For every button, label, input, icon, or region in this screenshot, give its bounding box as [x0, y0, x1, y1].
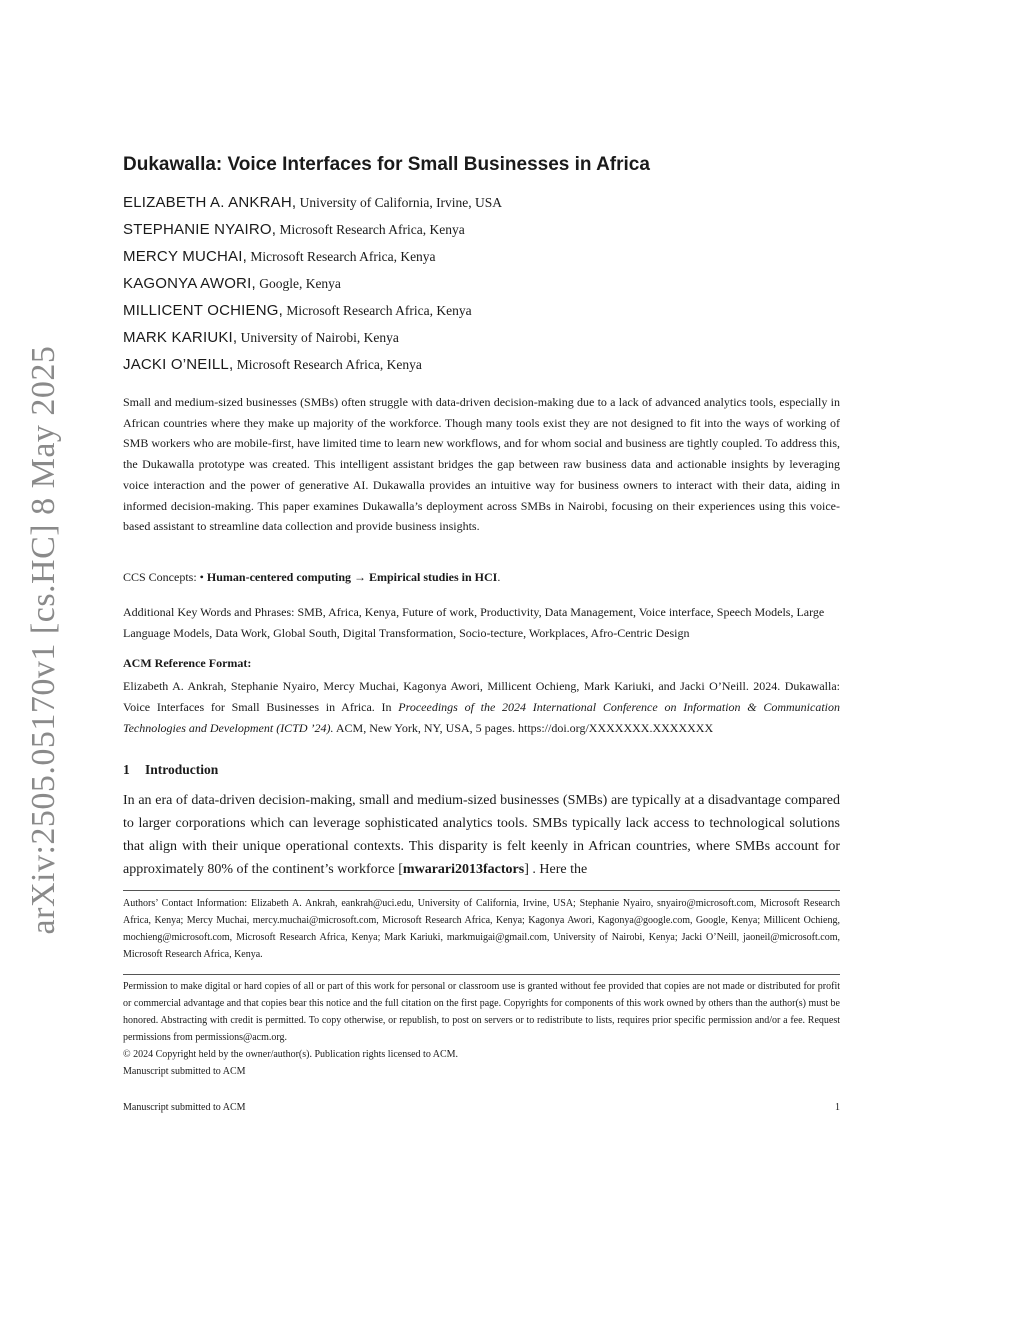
author-affiliation: Microsoft Research Africa, Kenya [279, 222, 465, 237]
reference-doi: ACM, New York, NY, USA, 5 pages. https://doi.org/XXXXXXX.XXXXXXX [333, 721, 714, 735]
author-item [123, 355, 840, 382]
author-list [123, 193, 840, 382]
author-affiliation: Microsoft Research Africa, Kenya [250, 249, 436, 264]
abstract: Small and medium-sized businesses (SMBs) often struggle with data-driven decision-making due to a lack of advanced analytics tools, especially in African countries where they make up majority of the workforce. Though many tools exist they are not designed to fit into the ways of working of SMB workers who are mobile-first, have limited time to learn new workflows, and for whom social and business are tightly coupled. To address this, the Dukawalla prototype was created. This intelligent assistant bridges the gap between raw business data and actionable insights by leveraging voice interaction and the power of generative AI. Dukawalla provides an intuitive way for business owners to interact with their data, aiding in informed decision-making. This paper examines Dukawalla’s deployment across SMBs in Nairobi, focusing on their experiences using this voice-based assistant to streamline data collection and provide business insights. [123, 395, 840, 534]
intro-paragraph [123, 789, 840, 881]
author-name: KAGONYA AWORI, [123, 275, 256, 292]
author-item [123, 220, 840, 247]
permission-divider [123, 974, 840, 975]
ccs-concept: Human-centered computing → Empirical studies in HCI [206, 570, 498, 584]
ccs-end: . [497, 570, 501, 584]
author-name: STEPHANIE NYAIRO, [123, 221, 277, 238]
footnote-divider [123, 890, 840, 891]
arxiv-identifier-stamp [14, 345, 74, 935]
section-number: 1 [123, 762, 130, 777]
author-name: MERCY MUCHAI, [123, 248, 247, 265]
ccs-concepts [123, 570, 840, 585]
reference-heading: ACM Reference Format: [123, 656, 252, 670]
author-name: JACKI O’NEILL, [123, 356, 234, 373]
author-item [123, 301, 840, 328]
author-affiliation: Microsoft Research Africa, Kenya [236, 357, 422, 372]
reference-format [123, 676, 840, 739]
reference-venue: Proceedings of the 2024 International Conference on Information & Communication Technologies and Development (ICTD ’24). [123, 700, 840, 735]
citation-key: mwarari2013factors [402, 862, 525, 877]
author-affiliation: Google, Kenya [259, 276, 341, 291]
permission-text: Permission to make digital or hard copies of all or part of this work for personal or classroom use is granted without fee provided that copies are not made or distributed for profit or commercial advantage and that copies bear this notice and the full citation on the first page. Copyrights for components of this work owned by others than the author(s) must be honored. Abstracting with credit is permitted. To copy otherwise, or republish, to post on servers or to redistribute to lists, requires prior specific permission and/or a fee. Request permissions from permissions@acm.org. [123, 981, 840, 1043]
copyright-line: © 2024 Copyright held by the owner/author(s). Publication rights licensed to ACM. [123, 1049, 459, 1060]
author-item [123, 328, 840, 355]
author-name: ELIZABETH A. ANKRAH, [123, 194, 297, 211]
intro-text: In an era of data-driven decision-making, small and medium-sized businesses (SMBs) are typically at a disadvantage compared to larger corporations which can leverage sophisticated analytics tools. SMBs typically lack access to technological solutions that align with their unique operational contexts. This disparity is felt keenly in African countries, where SMBs account for approximately 80% of the continent’s workforce [ [123, 793, 840, 877]
page-number: 1 [835, 1102, 840, 1113]
paper-title: Dukawalla: Voice Interfaces for Small Businesses in Africa [123, 154, 650, 175]
page-footer [123, 1102, 840, 1113]
section-heading [123, 762, 840, 778]
intro-text-end: ] . Here the [524, 862, 588, 877]
author-item [123, 274, 840, 301]
keywords: Additional Key Words and Phrases: SMB, Africa, Kenya, Future of work, Productivity, Data Management, Voice interface, Speech Models, Large Language Models, Data Work, Global South, Digital Transformation, Socio-tecture, Workplaces, Afro-Centric Design [123, 605, 825, 640]
manuscript-note: Manuscript submitted to ACM [123, 1066, 246, 1077]
arxiv-identifier-text: arXiv:2505.05170v1 [cs.HC] 8 May 2025 [25, 345, 62, 935]
author-item [123, 193, 840, 220]
permission-notice [123, 978, 840, 1080]
author-name: MILLICENT OCHIENG, [123, 302, 284, 319]
footer-label: Manuscript submitted to ACM [123, 1102, 246, 1113]
ccs-label: CCS Concepts: • [123, 570, 204, 584]
author-affiliation: University of California, Irvine, USA [299, 195, 503, 210]
author-item [123, 247, 840, 274]
author-affiliation: University of Nairobi, Kenya [240, 330, 399, 345]
author-name: MARK KARIUKI, [123, 329, 238, 346]
author-contact-info: Authors’ Contact Information: Elizabeth A. Ankrah, eankrah@uci.edu, University of California, Irvine, USA; Stephanie Nyairo, snyairo@microsoft.com, Microsoft Research Africa, Kenya; Mercy Muchai, mercy.muchai@microsoft.com, Microsoft Research Africa, Kenya; Kagonya Awori, Kagonya@google.com, Google, Kenya; Millicent Ochieng, mochieng@microsoft.com, Microsoft Research Africa, Kenya; Mark Kariuki, markmuigai@gmail.com, University of Nairobi, Kenya; Jacki O’Neill, jaoneil@microsoft.com, Microsoft Research Africa, Kenya. [123, 898, 840, 960]
reference-text: Elizabeth A. Ankrah, Stephanie Nyairo, Mercy Muchai, Kagonya Awori, Millicent Ochieng, Mark Kariuki, and Jacki O’Neill. 2024. Dukawalla: Voice Interfaces for Small Businesses in Africa. In [123, 679, 840, 714]
author-affiliation: Microsoft Research Africa, Kenya [286, 303, 472, 318]
section-title: Introduction [145, 762, 219, 777]
